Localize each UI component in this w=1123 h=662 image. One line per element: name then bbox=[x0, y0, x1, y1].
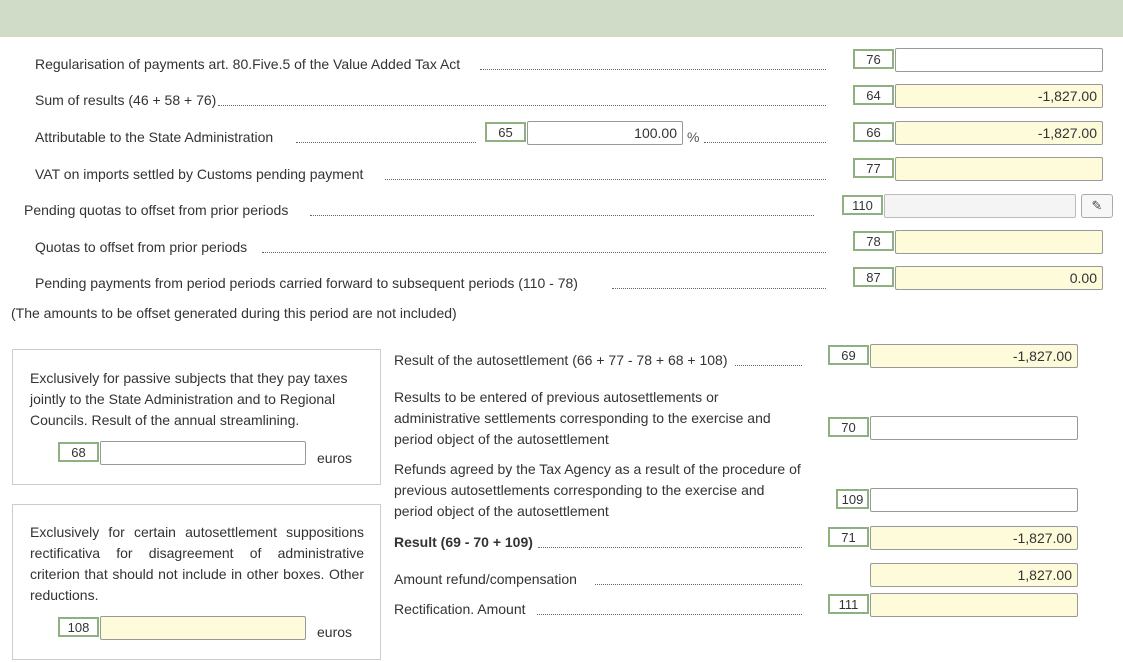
box-code-68: 68 bbox=[58, 442, 99, 462]
regularisation-input[interactable] bbox=[895, 48, 1103, 72]
box-code-65: 65 bbox=[485, 122, 526, 142]
result-final-field[interactable]: -1,827.00 bbox=[870, 526, 1078, 550]
passive-subjects-input[interactable] bbox=[100, 441, 306, 465]
pending-payments-field[interactable]: 0.00 bbox=[895, 266, 1103, 290]
euros-unit: euros bbox=[317, 450, 353, 466]
box-code-70: 70 bbox=[828, 417, 869, 437]
box-code-110: 110 bbox=[842, 195, 883, 215]
box-code-69: 69 bbox=[828, 345, 869, 365]
quotas-offset-field[interactable] bbox=[895, 230, 1103, 254]
header-bar bbox=[0, 0, 1123, 37]
box-code-108: 108 bbox=[58, 617, 99, 637]
rectificativa-field[interactable] bbox=[100, 616, 306, 640]
box-code-109: 109 bbox=[836, 489, 869, 509]
result-autosettlement-field[interactable]: -1,827.00 bbox=[870, 344, 1078, 368]
dotted-leader bbox=[612, 288, 826, 289]
dotted-leader bbox=[735, 365, 802, 366]
attributable-label: Attributable to the State Administration bbox=[35, 129, 274, 145]
amount-refund-label: Amount refund/compensation bbox=[394, 571, 577, 587]
dotted-leader bbox=[310, 215, 814, 216]
dotted-leader bbox=[262, 252, 826, 253]
regularisation-label: Regularisation of payments art. 80.Five.5 of the Value Added Tax Act bbox=[35, 56, 461, 72]
pencil-icon: ✎ bbox=[1091, 198, 1103, 213]
passive-subjects-text: Exclusively for passive subjects that they pay taxes jointly to the State Administration and to Regional Councils. Result of the annual streamlining. bbox=[30, 370, 348, 428]
sum-results-field[interactable]: -1,827.00 bbox=[895, 84, 1103, 108]
pending-payments-label: Pending payments from period periods carried forward to subsequent periods (110 - 78) bbox=[35, 275, 578, 291]
dotted-leader bbox=[595, 584, 802, 585]
dotted-leader bbox=[537, 614, 802, 615]
result-autosettlement-label: Result of the autosettlement (66 + 77 - 78 + 68 + 108) bbox=[394, 352, 728, 368]
box-code-77: 77 bbox=[853, 158, 894, 178]
box-code-64: 64 bbox=[853, 85, 894, 105]
rectification-label: Rectification. Amount bbox=[394, 601, 526, 617]
result-final-label: Result (69 - 70 + 109) bbox=[394, 534, 533, 550]
box-code-111: 111 bbox=[828, 594, 869, 614]
rectification-field[interactable] bbox=[870, 593, 1078, 617]
attributable-field[interactable]: -1,827.00 bbox=[895, 121, 1103, 145]
box-code-76: 76 bbox=[853, 49, 894, 69]
box-code-87: 87 bbox=[853, 267, 894, 287]
previous-results-label: Results to be entered of previous autosettlements or administrative settlements corresponding to the exercise and period object of the autosettlement bbox=[394, 389, 771, 447]
amount-refund-field[interactable]: 1,827.00 bbox=[870, 563, 1078, 587]
dotted-leader bbox=[296, 142, 476, 143]
dotted-leader bbox=[218, 105, 826, 106]
panel-passive-subjects bbox=[12, 349, 381, 485]
previous-results-input[interactable] bbox=[870, 416, 1078, 440]
quotas-offset-label: Quotas to offset from prior periods bbox=[35, 239, 248, 255]
vat-imports-label: VAT on imports settled by Customs pending payment bbox=[35, 166, 364, 182]
dotted-leader bbox=[538, 547, 802, 548]
panel-rectificativa bbox=[12, 504, 381, 660]
percentage-input[interactable]: 100.00 bbox=[527, 121, 683, 145]
pending-quotas-field bbox=[884, 194, 1076, 218]
box-code-71: 71 bbox=[828, 527, 869, 547]
vat-imports-field[interactable] bbox=[895, 157, 1103, 181]
rectificativa-text: Exclusively for certain autosettlement suppositions rectificativa for disagreement of administrative criterion that should not include in other boxes. Other reductions. bbox=[30, 524, 364, 603]
pending-quotas-label: Pending quotas to offset from prior periods bbox=[24, 202, 289, 218]
dotted-leader bbox=[385, 179, 826, 180]
dotted-leader bbox=[704, 142, 826, 143]
percent-unit: % bbox=[687, 129, 700, 145]
note-text: (The amounts to be offset generated during this period are not included) bbox=[11, 305, 457, 321]
box-code-78: 78 bbox=[853, 231, 894, 251]
sum-results-label: Sum of results (46 + 58 + 76) bbox=[35, 92, 217, 108]
dotted-leader bbox=[480, 69, 826, 70]
refunds-label: Refunds agreed by the Tax Agency as a result of the procedure of previous autosettlements corresponding to the exercise and period object of the autosettlement bbox=[394, 461, 801, 519]
refunds-input[interactable] bbox=[870, 488, 1078, 512]
edit-button[interactable] bbox=[1081, 194, 1113, 218]
euros-unit: euros bbox=[317, 624, 353, 640]
box-code-66: 66 bbox=[853, 122, 894, 142]
